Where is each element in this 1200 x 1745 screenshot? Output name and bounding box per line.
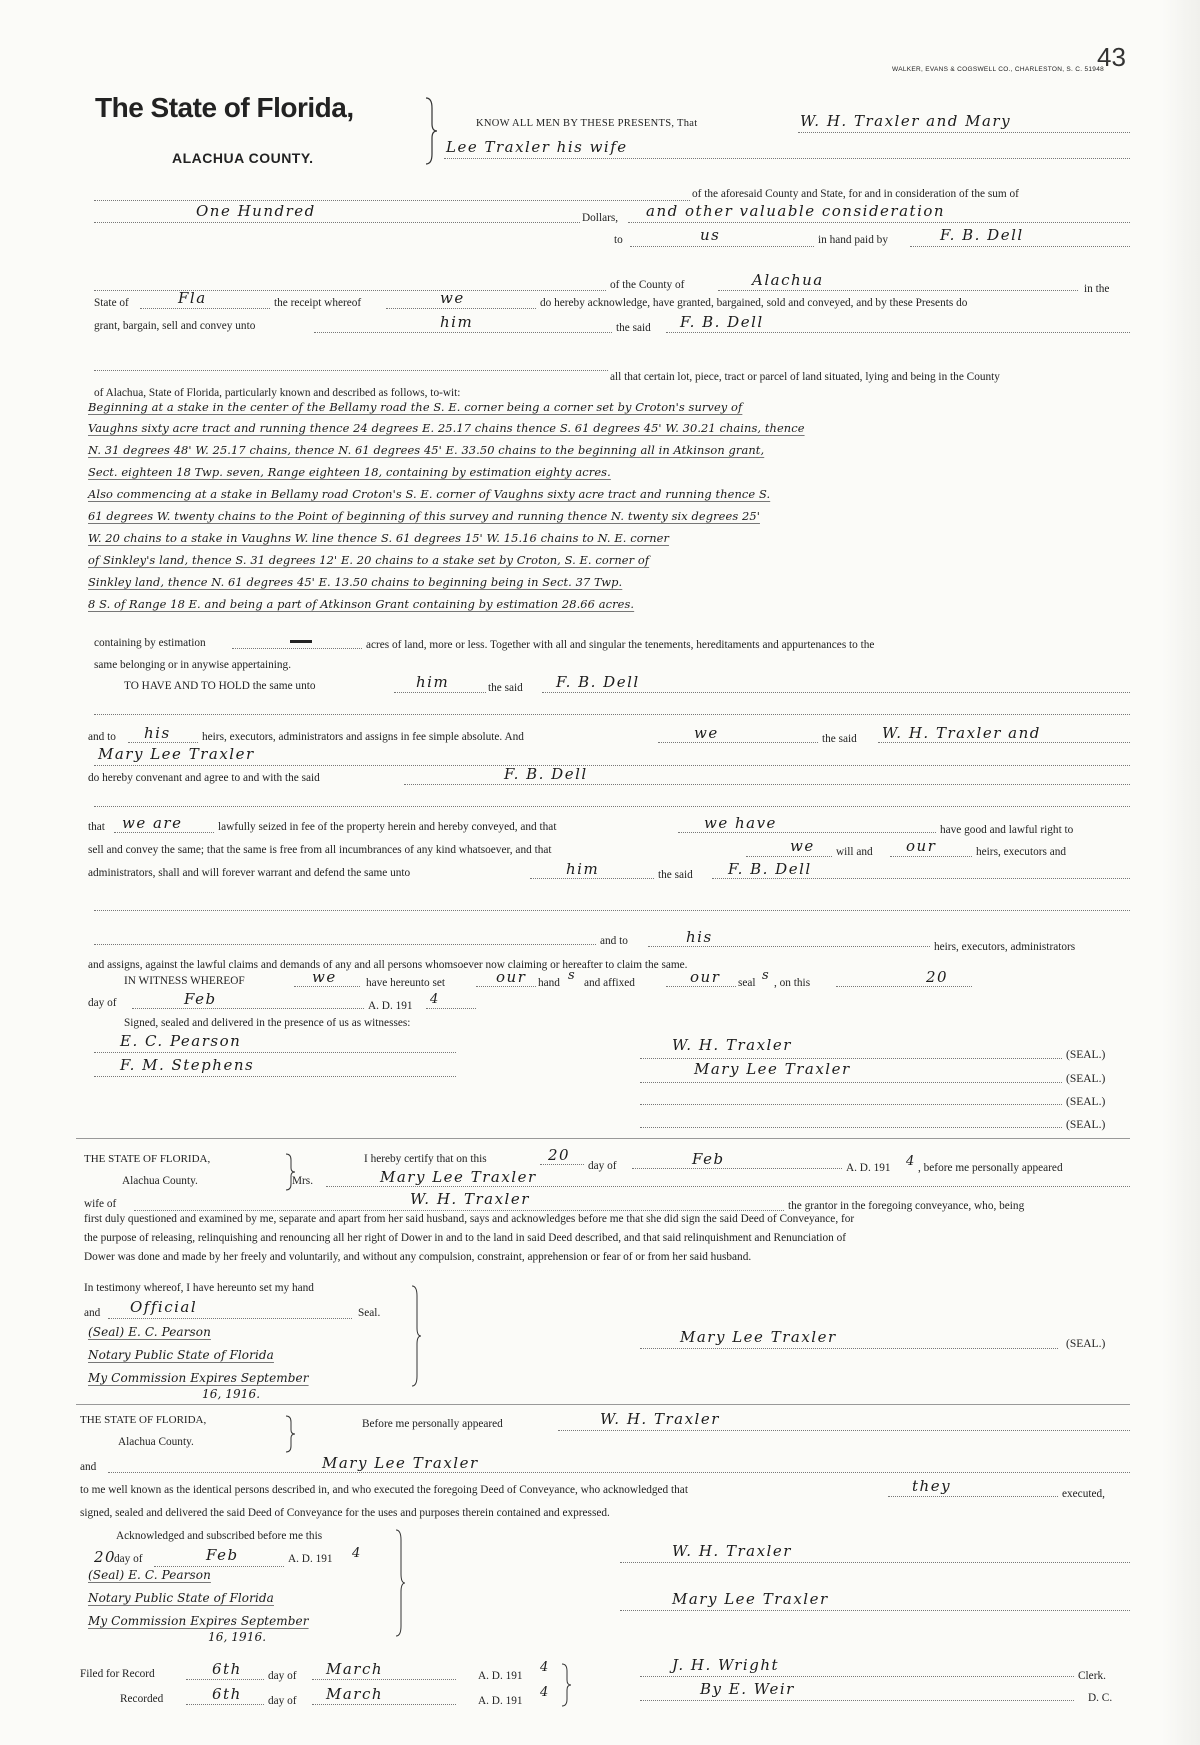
- habendum-label: TO HAVE AND TO HOLD the same unto: [124, 680, 316, 692]
- receipt-label: the receipt whereof: [274, 297, 362, 309]
- state-of-label: State of: [94, 297, 129, 309]
- they-text: they: [912, 1477, 952, 1495]
- dotted-line: [114, 832, 214, 833]
- grantor-signature-1: W. H. Traxler: [672, 1036, 792, 1054]
- dotted-line: [888, 1496, 1058, 1497]
- state-title: The State of Florida,: [95, 92, 354, 123]
- ack-day: 20: [94, 1548, 117, 1566]
- ack-brace-icon: [284, 1414, 296, 1454]
- dotted-line: [666, 986, 736, 987]
- seal-label: (SEAL.): [1066, 1073, 1106, 1085]
- dotted-line: [132, 1008, 364, 1009]
- seal-who: our: [690, 968, 721, 986]
- dotted-line: [910, 246, 1130, 247]
- ack-and: and: [80, 1461, 97, 1473]
- legal-description-line: of Sinkley's land, thence S. 31 degrees 12' E. 20 chains to a stake set by Croton, S. E. corner of: [88, 553, 650, 567]
- legal-description-line: Vaughns sixty acre tract and running thence 24 degrees E. 25.17 chains thence S. 61 degrees 45' W. 30.21 chains, thence: [88, 421, 805, 435]
- dotted-line: [94, 290, 606, 291]
- sell-text: sell and convey the same; that the same is free from all incumbrances of any kind whatsoever, and that: [88, 844, 552, 856]
- dower-p2: the purpose of releasing, relinquishing and renouncing all her right of Dower in and to the land in said Deed described, and that said relinquishment and Renunciation of: [84, 1232, 847, 1244]
- dotted-line: [94, 222, 580, 223]
- dotted-line: [186, 1679, 264, 1680]
- dotted-line: [718, 290, 1078, 291]
- recorded-label: Recorded: [120, 1693, 164, 1705]
- testimony-text: In testimony whereof, I have hereunto set my hand: [84, 1282, 314, 1294]
- dotted-line: [640, 1058, 1062, 1059]
- page-edge-shadow: [1162, 0, 1200, 1745]
- the-said-label-3: the said: [822, 733, 857, 745]
- page-number: 43: [1097, 42, 1126, 72]
- the-said-label-2: the said: [488, 682, 523, 694]
- legal-description-line: Sect. eighteen 18 Twp. seven, Range eighteen 18, containing by estimation eighty acres.: [88, 465, 611, 479]
- filed-day: 6th: [212, 1660, 242, 1678]
- dower-day: 20: [548, 1146, 571, 1164]
- filed-ad: A. D. 191: [478, 1670, 523, 1682]
- ack-signature-1: W. H. Traxler: [672, 1542, 792, 1560]
- witness-label: IN WITNESS WHEREOF: [124, 975, 245, 987]
- dotted-line: [386, 308, 536, 309]
- dash-mark: [290, 640, 312, 643]
- other-consideration: and other valuable consideration: [646, 202, 946, 220]
- wife-of-label: wife of: [84, 1198, 117, 1210]
- covenant-who: we: [694, 724, 719, 742]
- covenant-text: do hereby convenant and agree to and with the said: [88, 772, 320, 784]
- official-text: Official: [130, 1298, 198, 1316]
- belonging-text: same belonging or in anywise appertaining.: [94, 659, 292, 671]
- dotted-line: [640, 1676, 1074, 1677]
- ack-notary-4: 16, 1916.: [208, 1630, 267, 1644]
- dotted-line: [658, 742, 818, 743]
- admin-text: administrators, shall and will forever warrant and defend the same unto: [88, 867, 411, 879]
- dotted-line: [630, 246, 814, 247]
- dower-seal-label: (SEAL.): [1066, 1338, 1106, 1350]
- dotted-line: [312, 1679, 456, 1680]
- dotted-line: [232, 648, 362, 649]
- ack-ad: A. D. 191: [288, 1553, 333, 1565]
- mrs-label: Mrs.: [292, 1175, 314, 1187]
- ack-notary-3: My Commission Expires September: [88, 1614, 309, 1628]
- certify-text: I hereby certify that on this: [364, 1153, 487, 1165]
- ad-label: A. D. 191: [368, 1000, 413, 1012]
- dotted-line: [666, 332, 1130, 333]
- of-county-label: of the County of: [610, 279, 685, 291]
- dotted-line: [404, 784, 1130, 785]
- grantors-repeat1: W. H. Traxler and: [882, 724, 1041, 742]
- dower-signature: Mary Lee Traxler: [680, 1328, 837, 1346]
- dotted-line: [712, 878, 1130, 879]
- ack-month: Feb: [206, 1546, 239, 1564]
- and-label: and: [84, 1307, 101, 1319]
- ack-day-of: day of: [114, 1553, 143, 1565]
- paid-by-label: in hand paid by: [818, 234, 888, 246]
- filed-month: March: [326, 1660, 384, 1678]
- filed-label: Filed for Record: [80, 1668, 155, 1680]
- legal-description-line: Also commencing at a stake in Bellamy road Croton's S. E. corner of Vaughns sixty acre tract and running thence S.: [88, 487, 771, 501]
- dotted-line: [314, 332, 612, 333]
- legal-description-line: Beginning at a stake in the center of the Bellamy road the S. E. corner being a corner set by Croton's survey of: [88, 400, 743, 414]
- assigns-text: and assigns, against the lawful claims and demands of any and all persons whomsoever now claiming or hereafter to claim the same.: [88, 959, 688, 971]
- notary-brace-icon: [410, 1284, 422, 1388]
- ack-signed-text: signed, sealed and delivered the said Deed of Conveyance for the uses and purposes therein contained and expressed.: [80, 1507, 610, 1519]
- rec-day: 6th: [212, 1685, 242, 1703]
- grantee-name-3: F. B. Dell: [556, 673, 640, 691]
- county-name: Alachua: [752, 271, 824, 289]
- dotted-line: [620, 1610, 1130, 1611]
- his-2: his: [686, 928, 713, 946]
- dotted-line: [94, 944, 596, 945]
- dotted-line: [394, 692, 486, 693]
- the-said-label-4: the said: [658, 869, 693, 881]
- dower-name: Mary Lee Traxler: [380, 1168, 537, 1186]
- the-said-label: the said: [616, 322, 651, 334]
- heirs-exec-text: heirs, executors and: [976, 846, 1067, 858]
- aforesaid-text: of the aforesaid County and State, for and in consideration of the sum of: [692, 188, 1019, 200]
- dower-appeared: , before me personally appeared: [918, 1162, 1063, 1174]
- notary-line-2: Notary Public State of Florida: [88, 1348, 274, 1362]
- executed-text: executed,: [1062, 1488, 1105, 1500]
- ack-signature-2: Mary Lee Traxler: [672, 1590, 829, 1608]
- dotted-line: [128, 742, 198, 743]
- dower-ad: A. D. 191: [846, 1162, 891, 1174]
- habendum-who: him: [416, 673, 450, 691]
- will-and-label: will and: [836, 846, 873, 858]
- dotted-line: [326, 1186, 1130, 1187]
- know-all-text: KNOW ALL MEN BY THESE PRESENTS, That: [476, 118, 698, 129]
- day-of-label: day of: [88, 997, 117, 1009]
- hand-who: our: [496, 968, 527, 986]
- seal-label-text: seal: [738, 977, 756, 989]
- dc-label: D. C.: [1088, 1692, 1113, 1704]
- dotted-line: [836, 986, 972, 987]
- defend-unto: him: [566, 860, 600, 878]
- warrant-who: we: [790, 837, 815, 855]
- dower-year: 4: [906, 1154, 916, 1169]
- section-rule: [76, 1404, 1130, 1405]
- legal-description-line: 61 degrees W. twenty chains to the Point of beginning of this survey and running thence N. twenty six degrees 25': [88, 509, 760, 523]
- clerk-label: Clerk.: [1078, 1670, 1106, 1682]
- dc-signature: By E. Weir: [700, 1680, 795, 1698]
- receipt-who: we: [440, 289, 465, 307]
- containing-label: containing by estimation: [94, 637, 206, 649]
- dotted-line: [542, 692, 1130, 693]
- dotted-line: [94, 765, 1130, 766]
- ack-name2: Mary Lee Traxler: [322, 1454, 479, 1472]
- warrant-heirs: our: [906, 837, 937, 855]
- legal-description-line: W. 20 chains to a stake in Vaughns W. line thence S. 61 degrees 15' W. 15.16 chains to N. E. corner: [88, 531, 670, 545]
- dotted-line: [186, 1704, 264, 1705]
- filed-day-of: day of: [268, 1670, 297, 1682]
- dower-paragraph: [84, 1210, 1134, 1267]
- ack-notary-2: Notary Public State of Florida: [88, 1591, 274, 1605]
- hereunto-set-label: have hereunto set: [366, 977, 446, 989]
- dotted-line: [540, 1164, 584, 1165]
- dotted-line: [426, 1008, 476, 1009]
- rec-ad: A. D. 191: [478, 1695, 523, 1707]
- dotted-line: [108, 1472, 1130, 1473]
- notary-line-4: 16, 1916.: [202, 1387, 261, 1401]
- heirs-text: heirs, executors, administrators and assigns in fee simple absolute. And: [202, 731, 524, 743]
- dotted-line: [640, 1104, 1062, 1105]
- dotted-line: [94, 1052, 456, 1053]
- filing-brace-icon: [560, 1662, 572, 1708]
- dower-p3: Dower was done and made by her freely and voluntarily, and without any compulsion, constraint, apprehension or fear of or from her said husband.: [84, 1251, 752, 1263]
- seal-label: (SEAL.): [1066, 1119, 1106, 1131]
- printer-imprint: WALKER, EVANS & COGSWELL CO., CHARLESTON, S. C. 51948: [892, 66, 1105, 73]
- dotted-line: [878, 742, 1130, 743]
- dotted-line: [530, 878, 654, 879]
- dollars-label: Dollars,: [582, 212, 619, 224]
- rec-year: 4: [540, 1685, 550, 1700]
- dotted-line: [294, 986, 360, 987]
- legal-description-line: Sinkley land, thence N. 61 degrees 45' E. 13.50 chains to beginning being in Sect. 37 Twp.: [88, 575, 623, 589]
- dower-month: Feb: [692, 1150, 725, 1168]
- dower-county: Alachua County.: [122, 1175, 198, 1187]
- hand-label: hand: [538, 977, 560, 989]
- seized-who: we are: [122, 814, 183, 832]
- that-label: that: [88, 821, 105, 833]
- heirs-who: his: [144, 724, 171, 742]
- dotted-line: [628, 222, 1130, 223]
- heirs-exec-admin-text: heirs, executors, administrators: [934, 941, 1076, 953]
- good-right-text: have good and lawful right to: [940, 824, 1074, 836]
- dotted-line: [640, 1127, 1062, 1128]
- grantee-name-4: F. B. Dell: [504, 765, 588, 783]
- section-rule: [76, 1138, 1130, 1139]
- dotted-line: [678, 832, 936, 833]
- to-label: to: [614, 234, 623, 246]
- sum-amount: One Hundred: [196, 202, 316, 220]
- grantor-signature-2: Mary Lee Traxler: [694, 1060, 851, 1078]
- grantee-name-2: F. B. Dell: [680, 313, 764, 331]
- seal-word: Seal.: [358, 1307, 381, 1319]
- of-alachua-text: of Alachua, State of Florida, particularly known and described as follows, to-wit:: [94, 387, 461, 399]
- witness-who: we: [312, 968, 337, 986]
- grantors-line1: W. H. Traxler and Mary: [800, 112, 1012, 130]
- dotted-line: [620, 1562, 1130, 1563]
- and-to-label-2: and to: [600, 935, 628, 947]
- dotted-line: [94, 714, 1130, 715]
- affixed-label: and affixed: [584, 977, 635, 989]
- legal-description-line: N. 31 degrees 48' W. 25.17 chains, thence N. 61 degrees 45' E. 33.50 chains to the beginning all in Atkinson grant,: [88, 443, 765, 457]
- grantors-repeat2: Mary Lee Traxler: [98, 745, 255, 763]
- grantee-name-5: F. B. Dell: [728, 860, 812, 878]
- state-name: Fla: [178, 289, 207, 307]
- ack-county: Alachua County.: [118, 1436, 194, 1448]
- dower-day-of: day of: [588, 1160, 617, 1172]
- acknowledge-text: do hereby acknowledge, have granted, bargained, sold and conveyed, and by these Presents do: [540, 297, 968, 309]
- before-text: Before me personally appeared: [362, 1418, 503, 1430]
- rec-month: March: [326, 1685, 384, 1703]
- dotted-line: [640, 1082, 1062, 1083]
- county-title: ALACHUA COUNTY.: [172, 150, 314, 166]
- dower-state: THE STATE OF FLORIDA,: [84, 1153, 211, 1165]
- dower-husband: W. H. Traxler: [410, 1190, 530, 1208]
- grant-label: grant, bargain, sell and convey unto: [94, 320, 256, 332]
- dotted-line: [890, 856, 972, 857]
- ack-notary-brace-icon: [394, 1528, 406, 1638]
- paid-to: us: [700, 226, 721, 244]
- grantor-text: the grantor in the foregoing conveyance, who, being: [788, 1200, 1025, 1212]
- dotted-line: [94, 910, 1130, 911]
- dotted-line: [94, 806, 1130, 807]
- dotted-line: [640, 1700, 1074, 1701]
- dotted-line: [798, 132, 1130, 133]
- notary-line-3: My Commission Expires September: [88, 1371, 309, 1385]
- seal-label: (SEAL.): [1066, 1096, 1106, 1108]
- and-to-label: and to: [88, 731, 116, 743]
- dotted-line: [746, 856, 832, 857]
- clerk-signature: J. H. Wright: [672, 1656, 780, 1674]
- notary-line-1: (Seal) E. C. Pearson: [88, 1325, 211, 1339]
- header-brace-icon: [424, 96, 438, 166]
- dotted-line: [94, 200, 690, 201]
- seal-label: (SEAL.): [1066, 1049, 1106, 1061]
- in-the-label: in the: [1084, 283, 1110, 295]
- dotted-line: [558, 1430, 1130, 1431]
- ack-year: 4: [352, 1546, 362, 1561]
- dotted-line: [108, 1318, 352, 1319]
- dower-p1: first duly questioned and examined by me, separate and apart from her said husband, says and acknowledges before me that she did sign the said Deed of Conveyance, for: [84, 1213, 855, 1225]
- witness1-signature: E. C. Pearson: [120, 1032, 242, 1050]
- dotted-line: [94, 1076, 456, 1077]
- all-that-text: all that certain lot, piece, tract or parcel of land situated, lying and being in the County: [610, 371, 1000, 383]
- ack-notary-1: (Seal) E. C. Pearson: [88, 1568, 211, 1582]
- ack-name1: W. H. Traxler: [600, 1410, 720, 1428]
- dotted-line: [648, 946, 930, 947]
- filed-year: 4: [540, 1660, 550, 1675]
- grantors-line2: Lee Traxler his wife: [446, 138, 628, 156]
- acres-text: acres of land, more or less. Together with all and singular the tenements, hereditaments and appurtenances to the: [366, 639, 875, 651]
- dotted-line: [476, 986, 536, 987]
- signed-text: Signed, sealed and delivered in the presence of us as witnesses:: [124, 1017, 411, 1029]
- hand-s: s: [568, 968, 577, 983]
- dotted-line: [140, 308, 270, 309]
- seized-text: lawfully seized in fee of the property herein and hereby conveyed, and that: [218, 821, 557, 833]
- dotted-line: [640, 1348, 1058, 1349]
- dotted-line: [632, 1168, 842, 1169]
- dotted-line: [312, 1704, 456, 1705]
- dotted-line: [444, 158, 1130, 159]
- seal-s: s: [762, 968, 771, 983]
- on-this-label: , on this: [774, 977, 811, 989]
- known-text: to me well known as the identical persons described in, and who executed the foregoing Deed of Conveyance, who acknowledged that: [80, 1484, 688, 1496]
- grantee-name: F. B. Dell: [940, 226, 1024, 244]
- year-digit: 4: [430, 992, 440, 1007]
- month: Feb: [184, 990, 217, 1008]
- dotted-line: [154, 1566, 284, 1567]
- subscribed-text: Acknowledged and subscribed before me this: [116, 1530, 323, 1542]
- right-who: we have: [704, 814, 777, 832]
- witness2-signature: F. M. Stephens: [120, 1056, 255, 1074]
- ack-state: THE STATE OF FLORIDA,: [80, 1414, 207, 1426]
- convey-unto: him: [440, 313, 474, 331]
- rec-day-of: day of: [268, 1695, 297, 1707]
- dotted-line: [94, 370, 608, 371]
- legal-description-line: 8 S. of Range 18 E. and being a part of Atkinson Grant containing by estimation 28.66 acres.: [88, 597, 635, 611]
- day-num: 20: [926, 968, 949, 986]
